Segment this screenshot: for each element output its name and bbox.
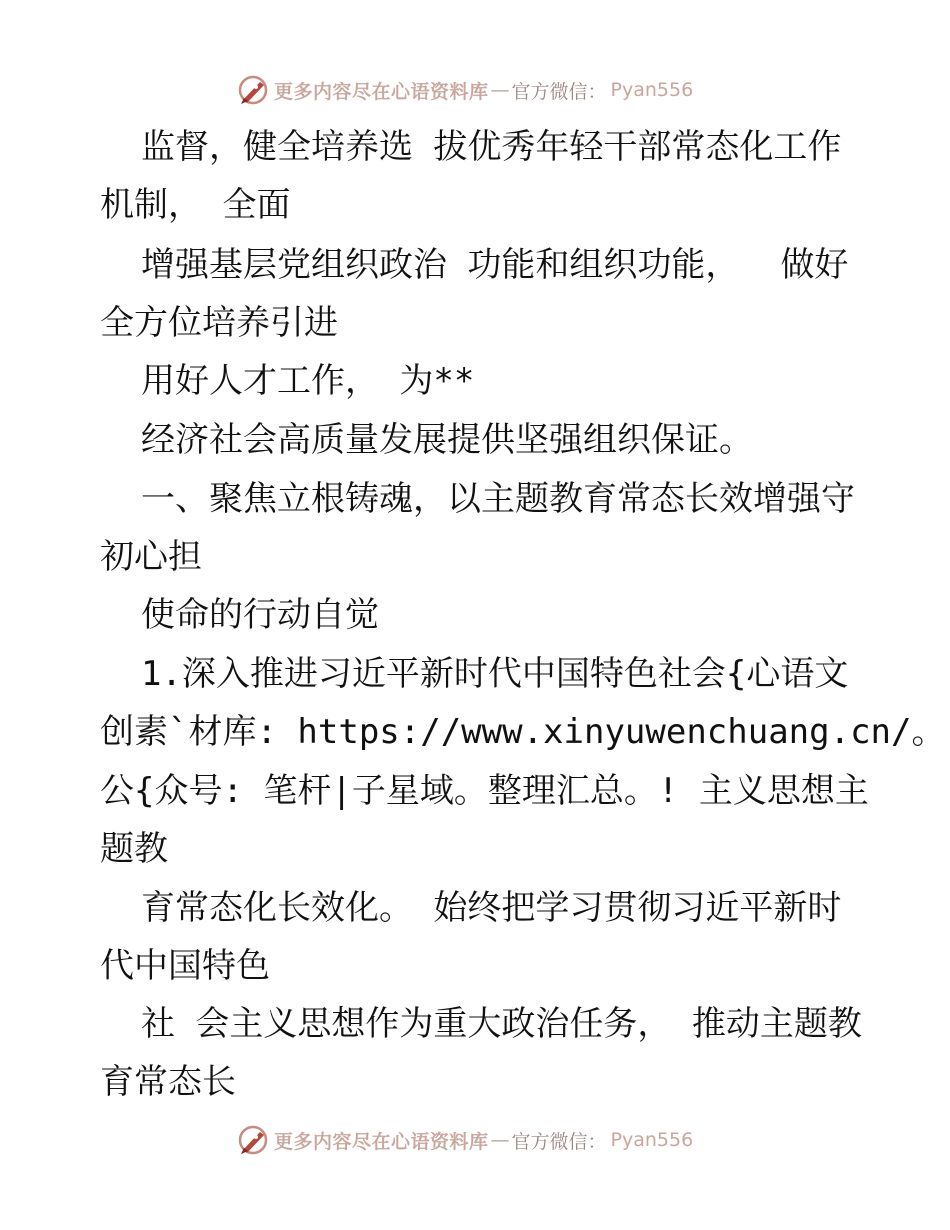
text-line: 题教	[100, 829, 168, 869]
watermark-site-text: 更多内容尽在心语资料库	[274, 1130, 489, 1153]
watermark-wechat-id: Pyan556	[610, 1129, 694, 1151]
text-line: 使命的行动自觉	[100, 595, 379, 635]
text-line: 育常态长	[100, 1062, 236, 1102]
text-line: 公{众号: 笔杆|子星域。整理汇总。! 主义思想主	[100, 771, 869, 811]
pen-logo-icon	[236, 73, 270, 107]
section-heading: 一、聚焦立根铸魂，以主题教育常态长效增强守	[100, 479, 855, 519]
pen-logo-icon	[236, 1123, 270, 1157]
text-line: 社 会主义思想作为重大政治任务， 推动主题教	[100, 1004, 862, 1044]
footer-watermark	[236, 1123, 693, 1157]
text-line: 监督，健全培养选 拔优秀年轻干部常态化工作	[100, 127, 842, 167]
watermark-site-text: 更多内容尽在心语资料库	[274, 80, 489, 103]
text-line: 经济社会高质量发展提供坚强组织保证。	[100, 420, 753, 460]
header-watermark	[236, 73, 693, 107]
watermark-wechat-id: Pyan556	[610, 79, 694, 101]
watermark-label: 官方微信：	[511, 1130, 607, 1153]
text-line: 增强基层党组织政治 功能和组织功能， 做好	[100, 245, 849, 285]
text-line: 机制， 全面	[100, 185, 291, 225]
watermark-label: 官方微信：	[511, 80, 607, 103]
watermark-separator: —	[490, 1129, 510, 1151]
text-line: 育常态化长效化。 始终把学习贯彻习近平新时	[100, 888, 842, 928]
text-line: 代中国特色	[100, 946, 270, 986]
text-line: 1.深入推进习近平新时代中国特色社会{心语文	[100, 654, 849, 694]
text-line: 创素`材库: https://www.xinyuwenchuang.cn/。	[100, 712, 946, 752]
text-line: 全方位培养引进	[100, 303, 338, 343]
text-line: 初心担	[100, 537, 202, 577]
watermark-separator: —	[490, 79, 510, 101]
text-line: 用好人才工作， 为**	[100, 361, 475, 401]
